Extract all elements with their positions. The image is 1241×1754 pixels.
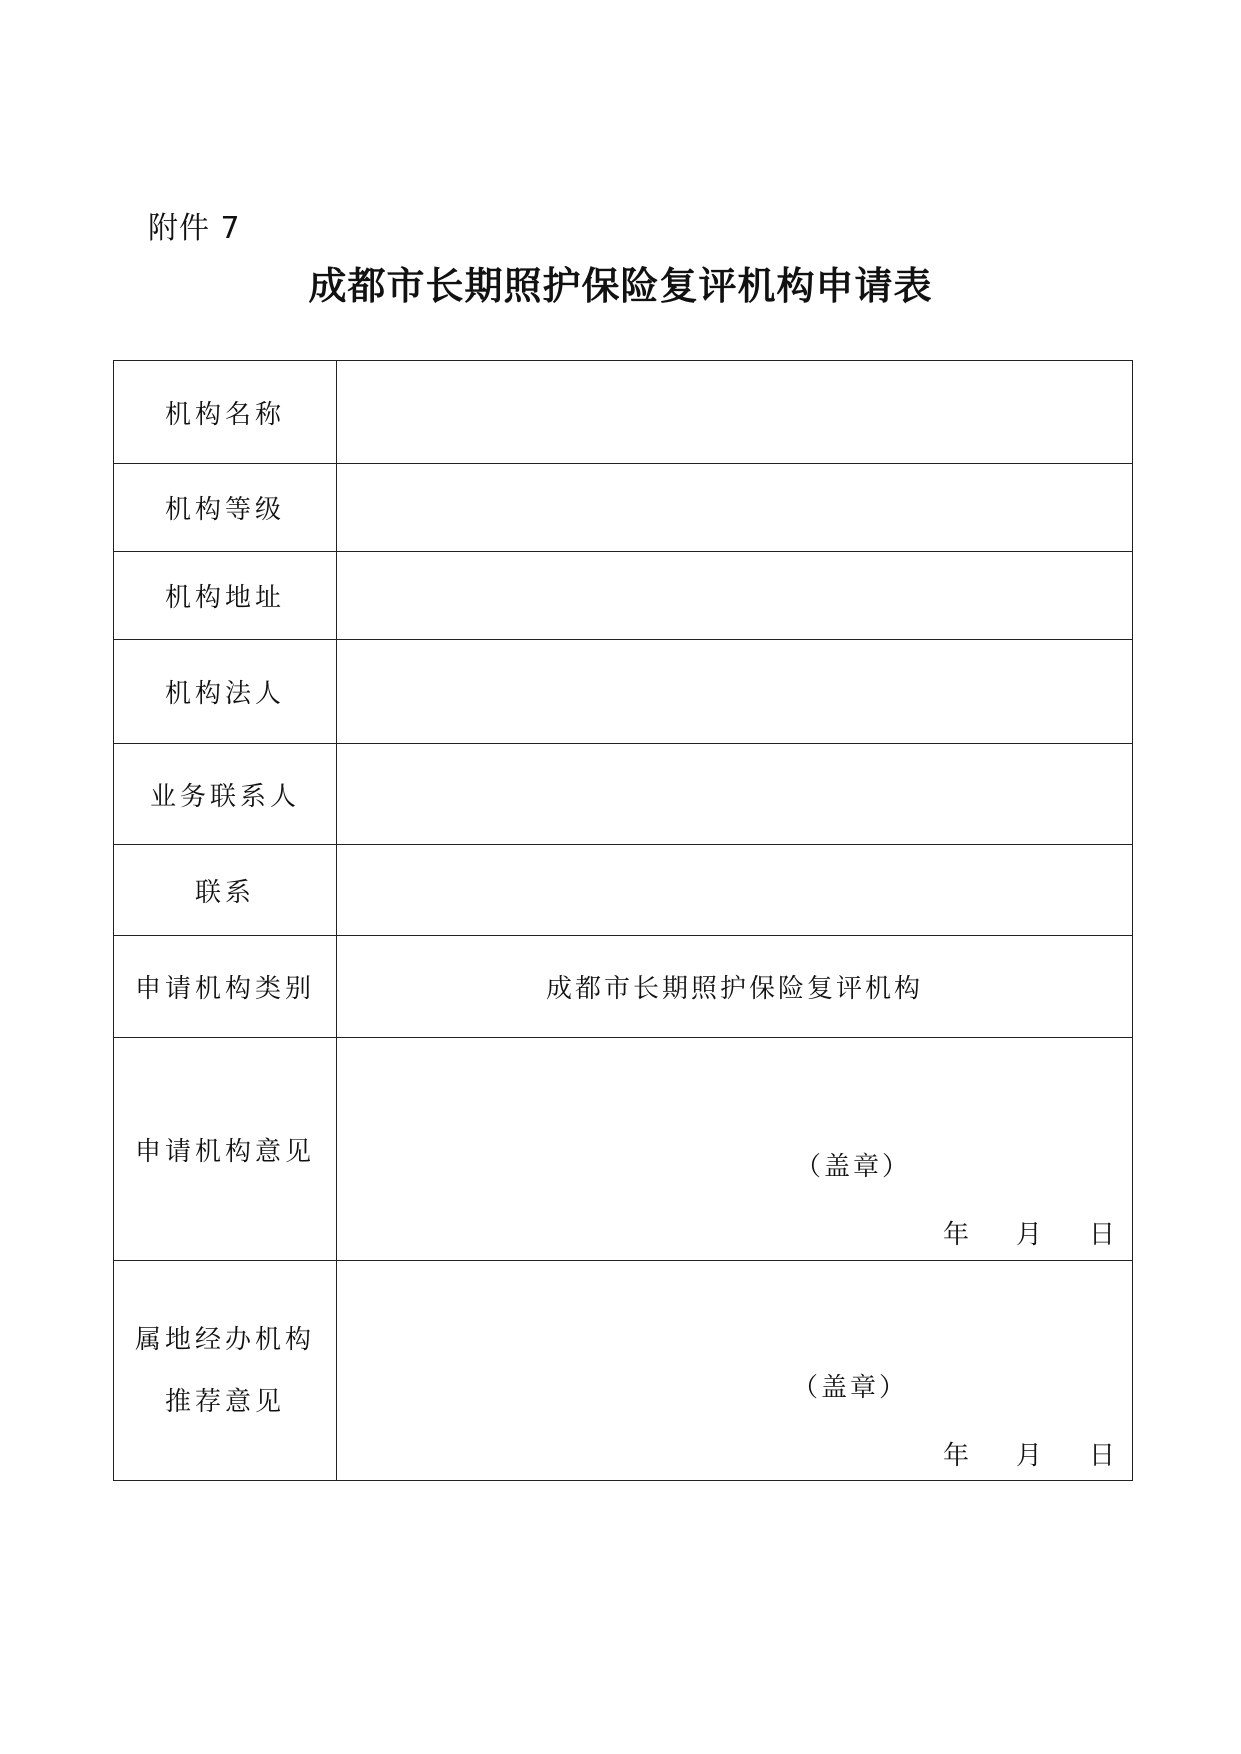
- row-label-local-agency-opinion: [114, 1261, 337, 1481]
- table-row: [114, 1261, 1133, 1481]
- seal-label: （盖章）: [792, 1373, 909, 1403]
- contact-field[interactable]: [337, 845, 1133, 936]
- application-form-table: [113, 360, 1133, 1481]
- day-label: 日: [1088, 1441, 1118, 1471]
- row-label-legal-person: 机构法人: [114, 640, 337, 744]
- month-label: 月: [1015, 1220, 1045, 1250]
- seal-label: （盖章）: [795, 1152, 912, 1182]
- date-line: [943, 1214, 1118, 1251]
- table-row: [114, 744, 1133, 845]
- row-label-contact: 联系: [114, 845, 337, 936]
- row-label-business-contact: 业务联系人: [114, 744, 337, 845]
- business-contact-field[interactable]: [337, 744, 1133, 845]
- table-row: [114, 845, 1133, 936]
- local-agency-opinion-field[interactable]: [337, 1261, 1133, 1481]
- page-title: 成都市长期照护保险复评机构申请表: [308, 264, 933, 308]
- attachment-label: 附件 7: [148, 211, 241, 246]
- table-row: [114, 1038, 1133, 1261]
- institution-address-field[interactable]: [337, 552, 1133, 640]
- institution-level-field[interactable]: [337, 464, 1133, 552]
- date-line: [943, 1435, 1118, 1472]
- applicant-opinion-label: 申请机构意见: [134, 1136, 315, 1167]
- table-row: [114, 640, 1133, 744]
- table-row: [114, 361, 1133, 464]
- row-label-applicant-opinion: [114, 1038, 337, 1261]
- table-row: [114, 552, 1133, 640]
- local-agency-label-line1: 属地经办机构: [134, 1324, 315, 1355]
- day-label: 日: [1088, 1220, 1118, 1250]
- table-row: [114, 464, 1133, 552]
- row-label-institution-address: 机构地址: [114, 552, 337, 640]
- local-agency-label-line2: 推荐意见: [164, 1386, 285, 1417]
- applicant-opinion-field[interactable]: [337, 1038, 1133, 1261]
- year-label: 年: [942, 1441, 972, 1471]
- row-label-institution-level: 机构等级: [114, 464, 337, 552]
- month-label: 月: [1015, 1441, 1045, 1471]
- row-label-institution-category: 申请机构类别: [114, 936, 337, 1038]
- institution-name-field[interactable]: [337, 361, 1133, 464]
- row-label-institution-name: 机构名称: [114, 361, 337, 464]
- table-row: [114, 936, 1133, 1038]
- legal-person-field[interactable]: [337, 640, 1133, 744]
- institution-category-value: 成都市长期照护保险复评机构: [337, 936, 1133, 1038]
- year-label: 年: [942, 1220, 972, 1250]
